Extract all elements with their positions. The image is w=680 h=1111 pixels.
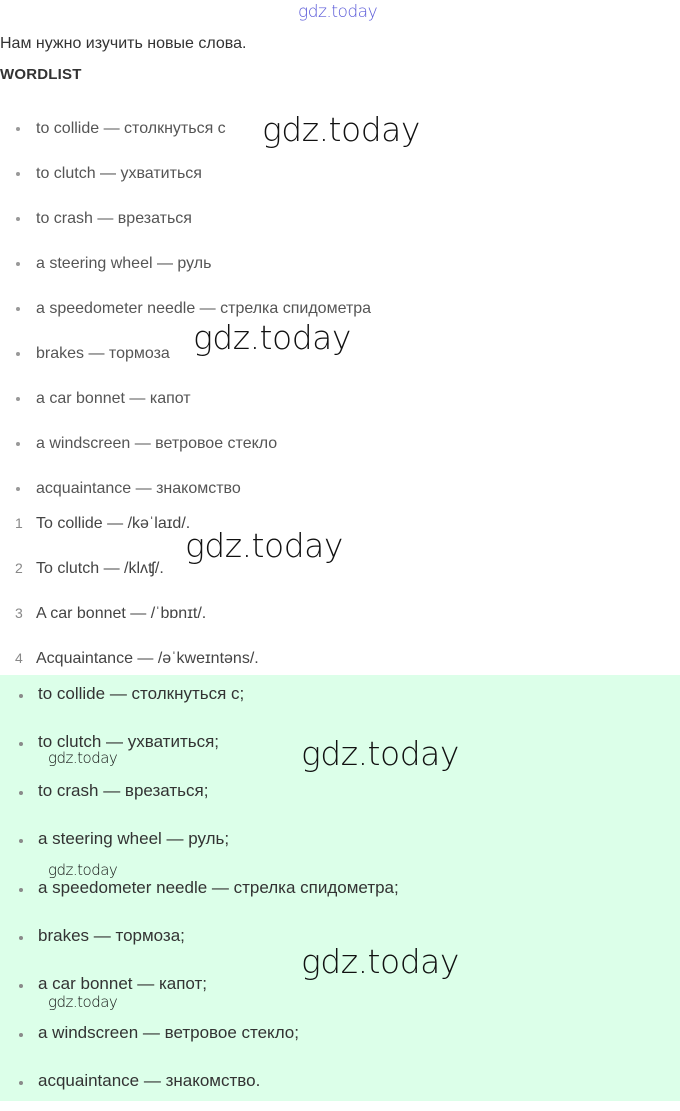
- list-item: to crash — врезаться: [0, 196, 680, 241]
- bullet-icon: [19, 742, 23, 746]
- list-item: 2 To clutch — /klʌʧ/.: [15, 560, 164, 577]
- list-item: a steering wheel — руль: [0, 241, 680, 286]
- list-item: 3 A car bonnet — /ˈbɒnɪt/.: [15, 605, 207, 622]
- bullet-icon: [19, 839, 23, 843]
- bullet-icon: [16, 487, 20, 491]
- watermark: gdz.today: [301, 734, 459, 773]
- wordlist: [0, 106, 680, 511]
- bullet-icon: [16, 262, 20, 266]
- watermark: gdz.today: [301, 942, 459, 981]
- bullet-icon: [16, 172, 20, 176]
- watermark: gdz.today: [48, 993, 118, 1011]
- bullet-icon: [19, 791, 23, 795]
- bullet-icon: [19, 694, 23, 698]
- watermark: gdz.today: [185, 526, 343, 565]
- list-item: acquaintance — знакомство: [0, 466, 680, 511]
- list-item: to clutch — ухватиться;: [0, 723, 680, 771]
- list-item: 4 Acquaintance — /əˈkweɪntəns/.: [15, 650, 259, 667]
- list-item: a windscreen — ветровое стекло: [0, 421, 680, 466]
- watermark-top: gdz.today: [298, 2, 378, 22]
- bullet-icon: [19, 1033, 23, 1037]
- list-item: to collide — столкнуться с: [0, 106, 680, 151]
- intro-text: Нам нужно изучить новые слова.: [0, 35, 247, 52]
- list-item: a speedometer needle — стрелка спидометра;: [0, 869, 680, 917]
- bullet-icon: [19, 1081, 23, 1085]
- list-item: to crash — врезаться;: [0, 772, 680, 820]
- bullet-icon: [16, 397, 20, 401]
- watermark: gdz.today: [48, 749, 118, 767]
- bullet-icon: [19, 888, 23, 892]
- bullet-icon: [16, 352, 20, 356]
- list-item: a windscreen — ветровое стекло;: [0, 1014, 680, 1062]
- list-item: to clutch — ухватиться: [0, 151, 680, 196]
- bullet-icon: [16, 217, 20, 221]
- bullet-icon: [16, 307, 20, 311]
- list-item: 1 To collide — /kəˈlaɪd/.: [15, 515, 191, 532]
- list-item: a speedometer needle — стрелка спидометра: [0, 286, 680, 331]
- list-item: a car bonnet — капот: [0, 376, 680, 421]
- list-item: a steering wheel — руль;: [0, 820, 680, 868]
- list-item: acquaintance — знакомство.: [0, 1062, 680, 1110]
- section-title: WORDLIST: [0, 66, 82, 83]
- watermark: gdz.today: [193, 318, 351, 357]
- list-item: to collide — столкнуться с;: [0, 675, 680, 723]
- list-item: a car bonnet — капот;: [0, 965, 680, 1013]
- bullet-icon: [16, 127, 20, 131]
- bullet-icon: [19, 984, 23, 988]
- watermark: gdz.today: [262, 110, 420, 149]
- bullet-icon: [16, 442, 20, 446]
- bullet-icon: [19, 936, 23, 940]
- list-item: brakes — тормоза;: [0, 917, 680, 965]
- watermark: gdz.today: [48, 861, 118, 879]
- list-item: brakes — тормоза: [0, 331, 680, 376]
